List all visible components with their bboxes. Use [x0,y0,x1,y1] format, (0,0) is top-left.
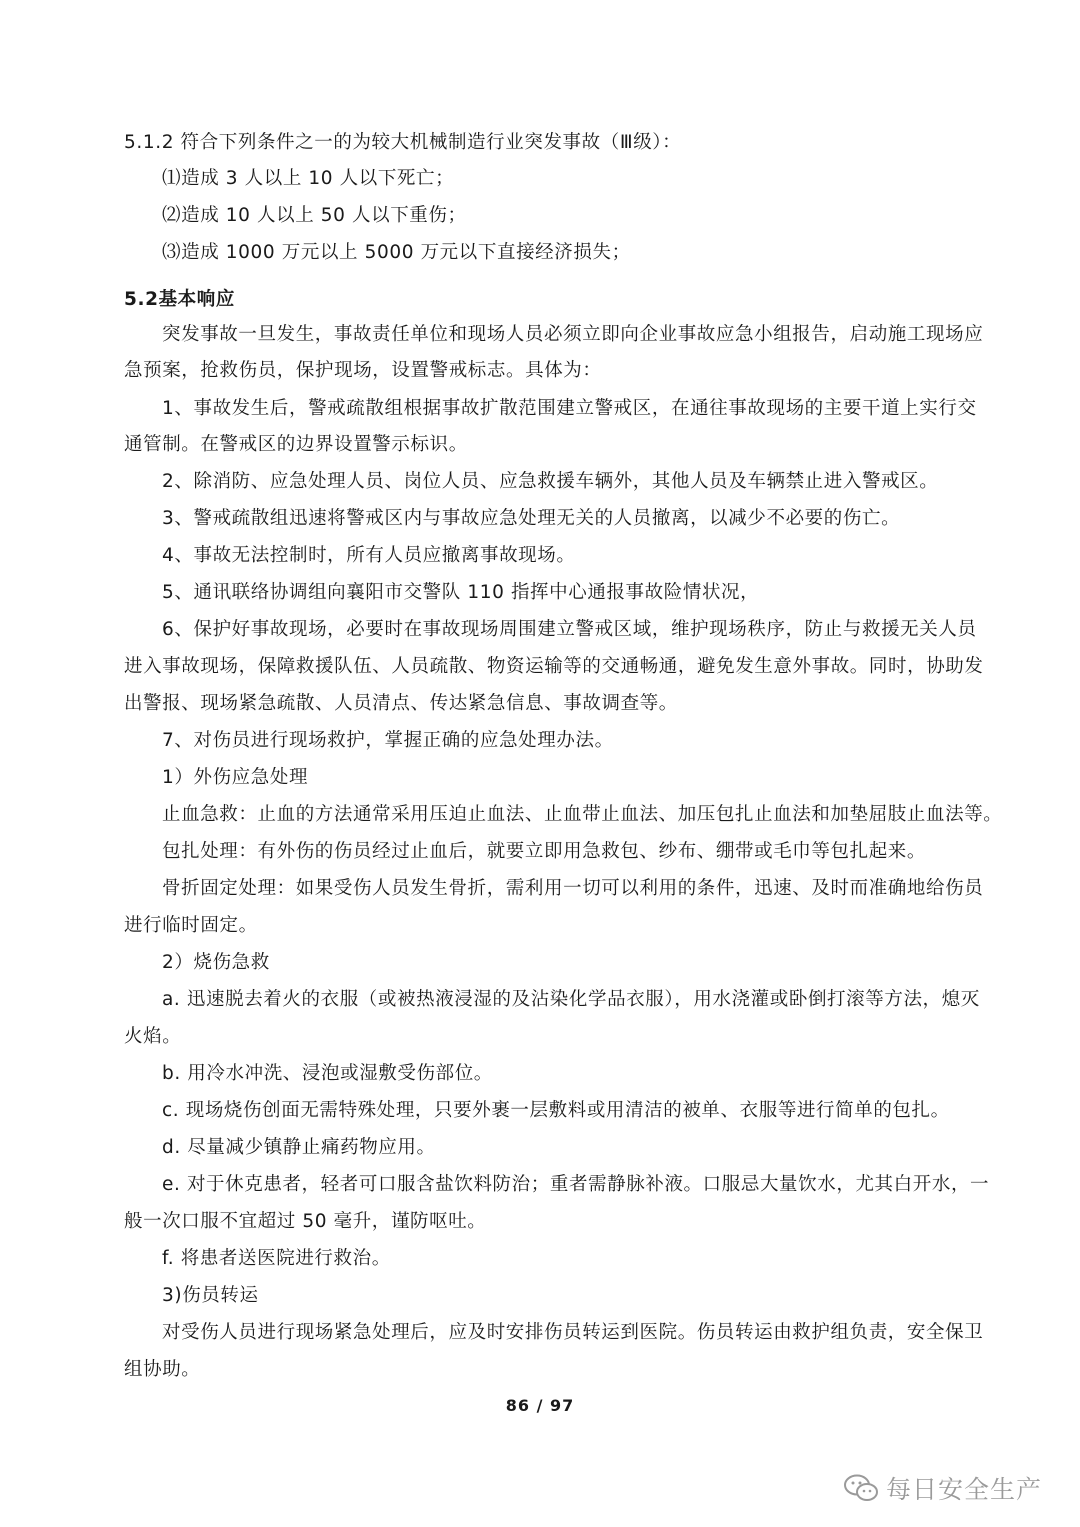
list-item: ⑵造成 10 人以上 50 人以下重伤； [162,205,467,226]
wechat-icon [842,1473,880,1503]
paragraph-line: 包扎处理：有外伤的伤员经过止血后，就要立即用急救包、纱布、绷带或毛巾等包扎起来。 [162,841,927,862]
list-item: 5、通讯联络协调组向襄阳市交警队 110 指挥中心通报事故险情状况， [162,582,760,603]
list-item: d. 尽量减少镇静止痛药物应用。 [162,1137,436,1158]
paragraph-line: 止血急救：止血的方法通常采用压迫止血法、止血带止血法、加压包扎止血法和加垫屈肢止血法等。 [162,804,1003,825]
list-item: e. 对于休克患者，轻者可口服含盐饮料防治；重者需静脉补液。口服忌大量饮水，尤其白开水，一 [162,1174,990,1195]
list-item: 4、事故无法控制时，所有人员应撤离事故现场。 [162,545,576,566]
list-item: ⑶造成 1000 万元以上 5000 万元以下直接经济损失； [162,242,631,263]
page-number: 86 / 97 [505,1396,575,1415]
paragraph-line: 组协助。 [124,1359,201,1380]
list-item: a. 迅速脱去着火的衣服（或被热液浸湿的及沾染化学品衣服），用水浇灌或卧倒打滚等方法，熄灭 [162,989,980,1010]
list-item: 2、除消防、应急处理人员、岗位人员、应急救援车辆外，其他人员及车辆禁止进入警戒区。 [162,471,939,492]
section-5-2-heading: 5.2基本响应 [124,289,235,310]
section-5-1-2-heading: 5.1.2 符合下列条件之一的为较大机械制造行业突发事故（Ⅲ级）： [124,132,682,153]
list-item: 1、事故发生后，警戒疏散组根据事故扩散范围建立警戒区，在通往事故现场的主要干道上实行交 [162,398,977,419]
subsection-heading: 1）外伤应急处理 [162,767,309,788]
list-item: f. 将患者送医院进行救治。 [162,1248,391,1269]
paragraph-line: 骨折固定处理：如果受伤人员发生骨折，需利用一切可以利用的条件，迅速、及时而准确地给伤员 [162,878,984,899]
paragraph-line: 对受伤人员进行现场紧急处理后，应及时安排伤员转运到医院。伤员转运由救护组负责，安全保卫 [162,1322,984,1343]
paragraph-line: 急预案，抢救伤员，保护现场，设置警戒标志。具体为： [124,360,602,381]
list-item-continuation: 火焰。 [124,1026,182,1047]
watermark [842,1468,1042,1508]
watermark-text: 每日安全生产 [886,1475,1043,1504]
list-item: ⑴造成 3 人以上 10 人以下死亡； [162,168,455,189]
list-item-continuation: 通管制。在警戒区的边界设置警示标识。 [124,434,468,455]
paragraph-line: 突发事故一旦发生，事故责任单位和现场人员必须立即向企业事故应急小组报告，启动施工现场应 [162,324,984,345]
list-item: 6、保护好事故现场，必要时在事故现场周围建立警戒区域，维护现场秩序，防止与救援无关人员 [162,619,977,640]
list-item: 7、对伤员进行现场救护，掌握正确的应急处理办法。 [162,730,614,751]
list-item: c. 现场烧伤创面无需特殊处理，只要外裹一层敷料或用清洁的被单、衣服等进行简单的包扎。 [162,1100,950,1121]
list-item-continuation: 进入事故现场，保障救援队伍、人员疏散、物资运输等的交通畅通，避免发生意外事故。同时，协助发 [124,656,984,677]
paragraph-line: 进行临时固定。 [124,915,258,936]
subsection-heading: 3)伤员转运 [162,1285,259,1306]
list-item-continuation: 般一次口服不宜超过 50 毫升，谨防呕吐。 [124,1211,487,1232]
subsection-heading: 2）烧伤急救 [162,952,270,973]
list-item-continuation: 出警报、现场紧急疏散、人员清点、传达紧急信息、事故调查等。 [124,693,678,714]
list-item: b. 用冷水冲洗、浸泡或湿敷受伤部位。 [162,1063,493,1084]
list-item: 3、警戒疏散组迅速将警戒区内与事故应急处理无关的人员撤离，以减少不必要的伤亡。 [162,508,901,529]
